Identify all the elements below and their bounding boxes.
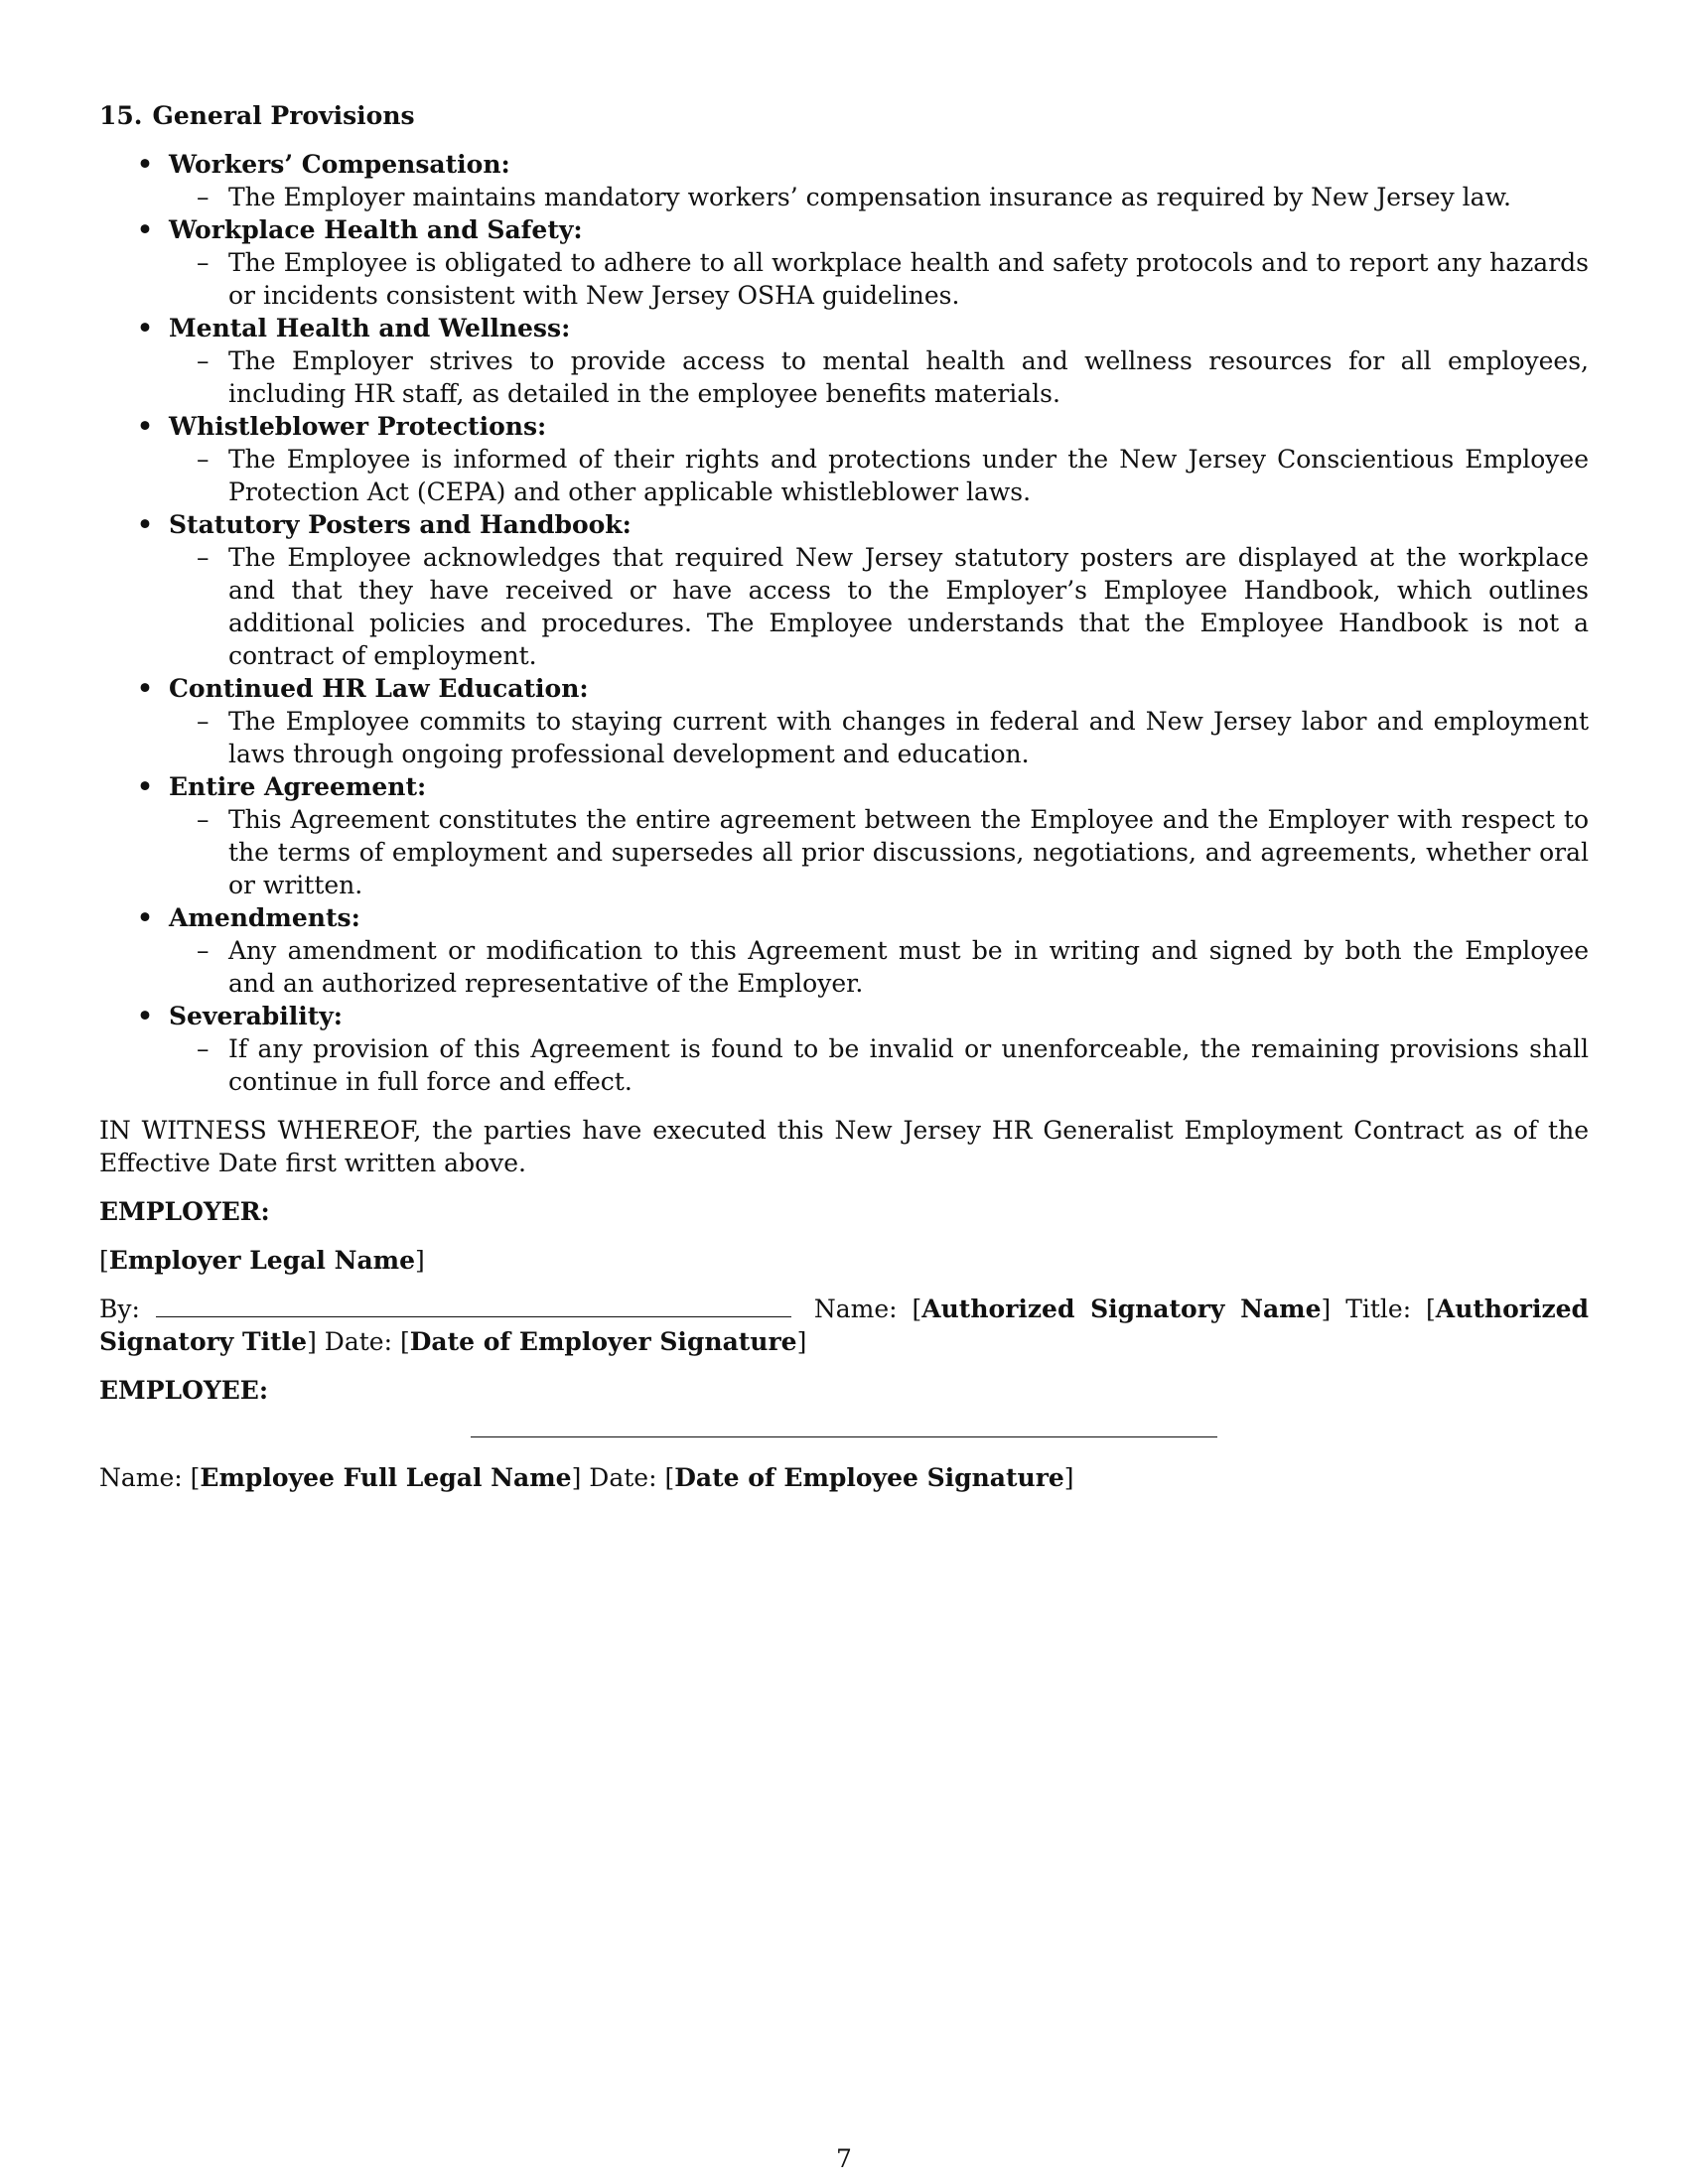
bullet-icon: • (137, 674, 153, 703)
dash-icon: – (197, 543, 210, 572)
bullet-icon: • (137, 772, 153, 801)
employee-signature-line[interactable] (471, 1427, 1217, 1437)
bullet-icon: • (137, 412, 153, 441)
provision-title: Entire Agreement: (169, 772, 427, 801)
provision-item (99, 410, 1589, 508)
page-number: 7 (836, 2144, 852, 2173)
provision-item (99, 213, 1589, 312)
bullet-icon: • (137, 510, 153, 539)
employee-label: EMPLOYEE: (99, 1376, 269, 1405)
dash-icon: – (197, 346, 210, 375)
dash-icon: – (197, 248, 210, 277)
provision-title: Workplace Health and Safety: (169, 215, 583, 244)
employer-date-label: Date: (324, 1327, 393, 1356)
provision-text: – Any amendment or modification to this Agreement must be in writing and signed by both the Employee and an authorized representative of the Employer. (197, 936, 1589, 998)
dash-icon: – (197, 1034, 210, 1063)
provision-text: – The Employee acknowledges that required New Jersey statutory posters are displayed at the workplace and that they have received or have access to the Employer’s Employee Handbook, which outlines additional policies and procedures. The Employee understands that the Employee Handbook is not a contract of employment. (197, 543, 1589, 670)
section-heading (99, 99, 1589, 132)
employer-signature-date: Date of Employer Signature (409, 1327, 797, 1356)
provision-item (99, 148, 1589, 213)
dash-icon: – (197, 707, 210, 736)
provision-item (99, 770, 1589, 901)
provisions-list (99, 148, 1589, 1098)
provision-title: Continued HR Law Education: (169, 674, 589, 703)
employer-title-label: Title: (1345, 1295, 1412, 1323)
provision-title: Amendments: (169, 903, 360, 932)
provision-text: – The Employee commits to staying current with changes in federal and New Jersey labor and employment laws through ongoing professional development and education. (197, 707, 1589, 768)
section-title: General Provisions (152, 101, 415, 130)
provision-text: – The Employee is informed of their rights and protections under the New Jersey Conscientious Employee Protection Act (CEPA) and other applicable whistleblower laws. (197, 445, 1589, 506)
employee-signature-date: Date of Employee Signature (674, 1463, 1064, 1492)
employee-full-name: Employee Full Legal Name (200, 1463, 572, 1492)
section-number: 15. (99, 101, 143, 130)
bullet-icon: • (137, 150, 153, 179)
provision-item (99, 901, 1589, 1000)
provision-text: – This Agreement constitutes the entire agreement between the Employee and the Employer with respect to the terms of employment and supersedes all prior discussions, negotiations, and agreements, whether oral or written. (197, 805, 1589, 899)
document-page (99, 99, 1589, 1494)
dash-icon: – (197, 183, 210, 211)
employer-signature-line[interactable] (156, 1295, 791, 1317)
provision-text: – The Employee is obligated to adhere to all workplace health and safety protocols and to report any hazards or incidents consistent with New Jersey OSHA guidelines. (197, 248, 1589, 310)
employer-name-label: Name: (813, 1295, 898, 1323)
provision-title: Statutory Posters and Handbook: (169, 510, 632, 539)
provision-text: – The Employer strives to provide access to mental health and wellness resources for all employees, including HR staff, as detailed in the employee benefits materials. (197, 346, 1589, 408)
provision-item (99, 672, 1589, 770)
dash-icon: – (197, 445, 210, 474)
employer-signature-block: By: Name: [Authorized Signatory Name] Title: [Authorized Signatory Title] Date: [Date of Employer Signature] (99, 1295, 1590, 1356)
provision-title: Whistleblower Protections: (169, 412, 547, 441)
provision-text: – The Employer maintains mandatory workers’ compensation insurance as required by New Jersey law. (197, 183, 1511, 211)
provision-text: – If any provision of this Agreement is found to be invalid or unenforceable, the remaining provisions shall continue in full force and effect. (197, 1034, 1589, 1096)
provision-item (99, 508, 1589, 672)
employee-info-line: Name: [Employee Full Legal Name] Date: [Date of Employee Signature] (99, 1463, 1074, 1492)
witness-clause: IN WITNESS WHEREOF, the parties have executed this New Jersey HR Generalist Employment Contract as of the Effective Date first written above. (99, 1116, 1589, 1177)
employer-label: EMPLOYER: (99, 1197, 270, 1226)
provision-title: Mental Health and Wellness: (169, 314, 571, 342)
bullet-icon: • (137, 215, 153, 244)
employee-date-label: Date: (589, 1463, 657, 1492)
signatory-title: Authorized Signatory Title (99, 1295, 1590, 1356)
signatory-name: Authorized Signatory Name (921, 1295, 1322, 1323)
provision-item (99, 1000, 1589, 1098)
bullet-icon: • (137, 314, 153, 342)
employee-name-label: Name: (99, 1463, 183, 1492)
dash-icon: – (197, 805, 210, 834)
provision-title: Severability: (169, 1002, 344, 1030)
dash-icon: – (197, 936, 210, 965)
provision-title: Workers’ Compensation: (169, 150, 510, 179)
bullet-icon: • (137, 1002, 153, 1030)
by-label: By: (99, 1295, 140, 1323)
provision-item (99, 312, 1589, 410)
bullet-icon: • (137, 903, 153, 932)
employer-legal-name: [Employer Legal Name] (99, 1246, 425, 1275)
